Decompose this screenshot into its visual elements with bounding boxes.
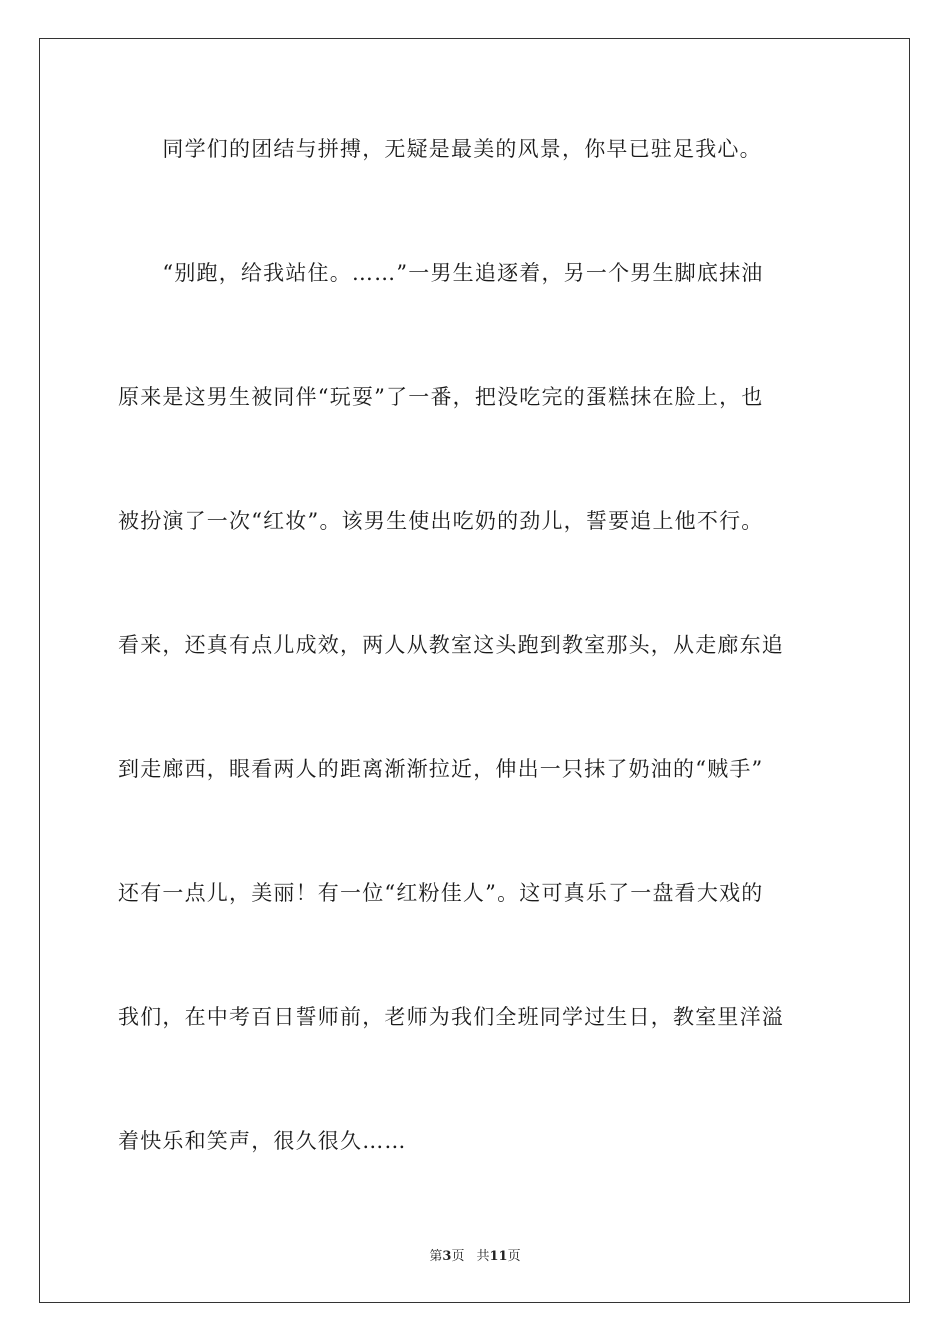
page-footer <box>0 1248 950 1266</box>
paragraph-line-6: 到走廊西，眼看两人的距离渐渐拉近，伸出一只抹了奶油的“贼手” <box>118 757 764 781</box>
footer-total-unit: 页 <box>507 1249 521 1264</box>
paragraph-line-9: 着快乐和笑声，很久很久…… <box>118 1129 407 1153</box>
paragraph-line-1: 同学们的团结与拼搏，无疑是最美的风景，你早已驻足我心。 <box>118 137 762 161</box>
footer-page-total: 11 <box>489 1249 508 1264</box>
paragraph-line-3: 原来是这男生被同伴“玩耍”了一番，把没吃完的蛋糕抹在脸上，也 <box>118 385 764 409</box>
paragraph-line-7: 还有一点儿，美丽！有一位“红粉佳人”。这可真乐了一盘看大戏的 <box>118 881 764 905</box>
footer-page-prefix: 第 <box>429 1249 443 1264</box>
page-border <box>39 38 910 1303</box>
paragraph-line-5: 看来，还真有点儿成效，两人从教室这头跑到教室那头，从走廊东追 <box>118 633 784 657</box>
paragraph-line-4: 被扮演了一次“红妆”。该男生使出吃奶的劲儿，誓要追上他不行。 <box>118 509 764 533</box>
paragraph-line-8: 我们，在中考百日誓师前，老师为我们全班同学过生日，教室里洋溢 <box>118 1005 784 1029</box>
footer-page-unit: 页 <box>451 1249 465 1264</box>
paragraph-line-2: “别跑，给我站住。……”一男生追逐着，另一个男生脚底抹油 <box>118 261 764 285</box>
footer-total-prefix: 共 <box>476 1249 490 1264</box>
footer-page-current: 3 <box>442 1249 452 1264</box>
